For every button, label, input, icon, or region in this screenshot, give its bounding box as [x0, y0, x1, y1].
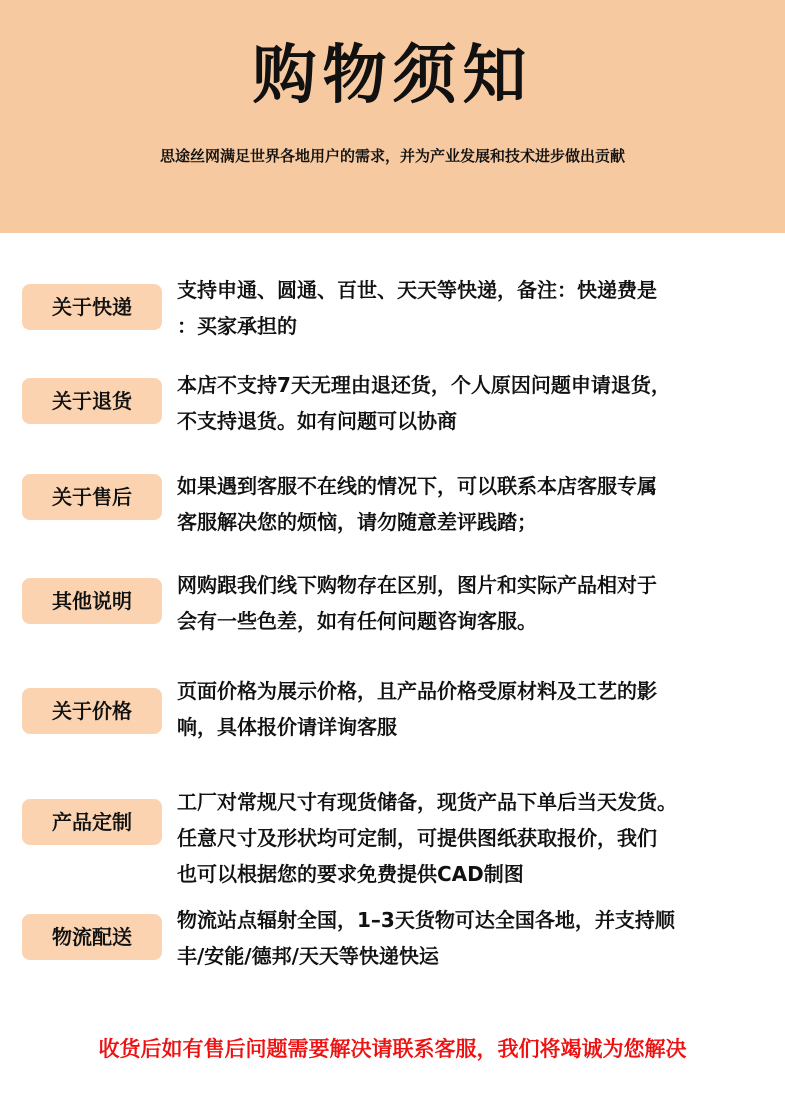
header-banner — [0, 0, 785, 233]
description-line: 丰/安能/德邦/天天等快递快运 — [177, 944, 439, 968]
description-line: 任意尺寸及形状均可定制，可提供图纸获取报价，我们 — [177, 826, 657, 850]
description-line: 网购跟我们线下购物存在区别，图片和实际产品相对于 — [177, 573, 657, 597]
section-description — [177, 902, 767, 974]
description-line: 也可以根据您的要求免费提供CAD制图 — [177, 862, 524, 886]
description-line: 物流站点辐射全国，1–3天货物可达全国各地，并支持顺 — [177, 908, 675, 932]
section-label: 关于售后 — [22, 474, 162, 520]
description-line: ：买家承担的 — [177, 314, 297, 338]
description-line: 响，具体报价请详询客服 — [177, 715, 397, 739]
section-label: 关于价格 — [22, 688, 162, 734]
page-subtitle: 思途丝网满足世界各地用户的需求，并为产业发展和技术进步做出贡献 — [159, 147, 625, 165]
description-line: 页面价格为展示价格，且产品价格受原材料及工艺的影 — [177, 679, 657, 703]
section-description — [177, 567, 767, 639]
section-description — [177, 468, 767, 540]
section-label: 关于快递 — [22, 284, 162, 330]
section-label: 其他说明 — [22, 578, 162, 624]
description-line: 工厂对常规尺寸有现货储备，现货产品下单后当天发货。 — [177, 790, 677, 814]
section-label: 产品定制 — [22, 799, 162, 845]
footer-notice: 收货后如有售后问题需要解决请联系客服，我们将竭诚为您解决 — [98, 1037, 687, 1061]
description-line: 会有一些色差，如有任何问题咨询客服。 — [177, 609, 537, 633]
section-description — [177, 272, 767, 344]
description-line: 如果遇到客服不在线的情况下，可以联系本店客服专属 — [177, 474, 657, 498]
section-description — [177, 673, 767, 745]
section-description — [177, 367, 767, 439]
section-label: 物流配送 — [22, 914, 162, 960]
description-line: 本店不支持7天无理由退还货，个人原因问题申请退货， — [177, 373, 671, 397]
description-line: 支持申通、圆通、百世、天天等快递，备注：快递费是 — [177, 278, 657, 302]
description-line: 不支持退货。如有问题可以协商 — [177, 409, 457, 433]
section-description — [177, 784, 767, 892]
description-line: 客服解决您的烦恼，请勿随意差评践踏； — [177, 510, 537, 534]
section-label: 关于退货 — [22, 378, 162, 424]
page-title: 购物须知 — [252, 39, 533, 113]
